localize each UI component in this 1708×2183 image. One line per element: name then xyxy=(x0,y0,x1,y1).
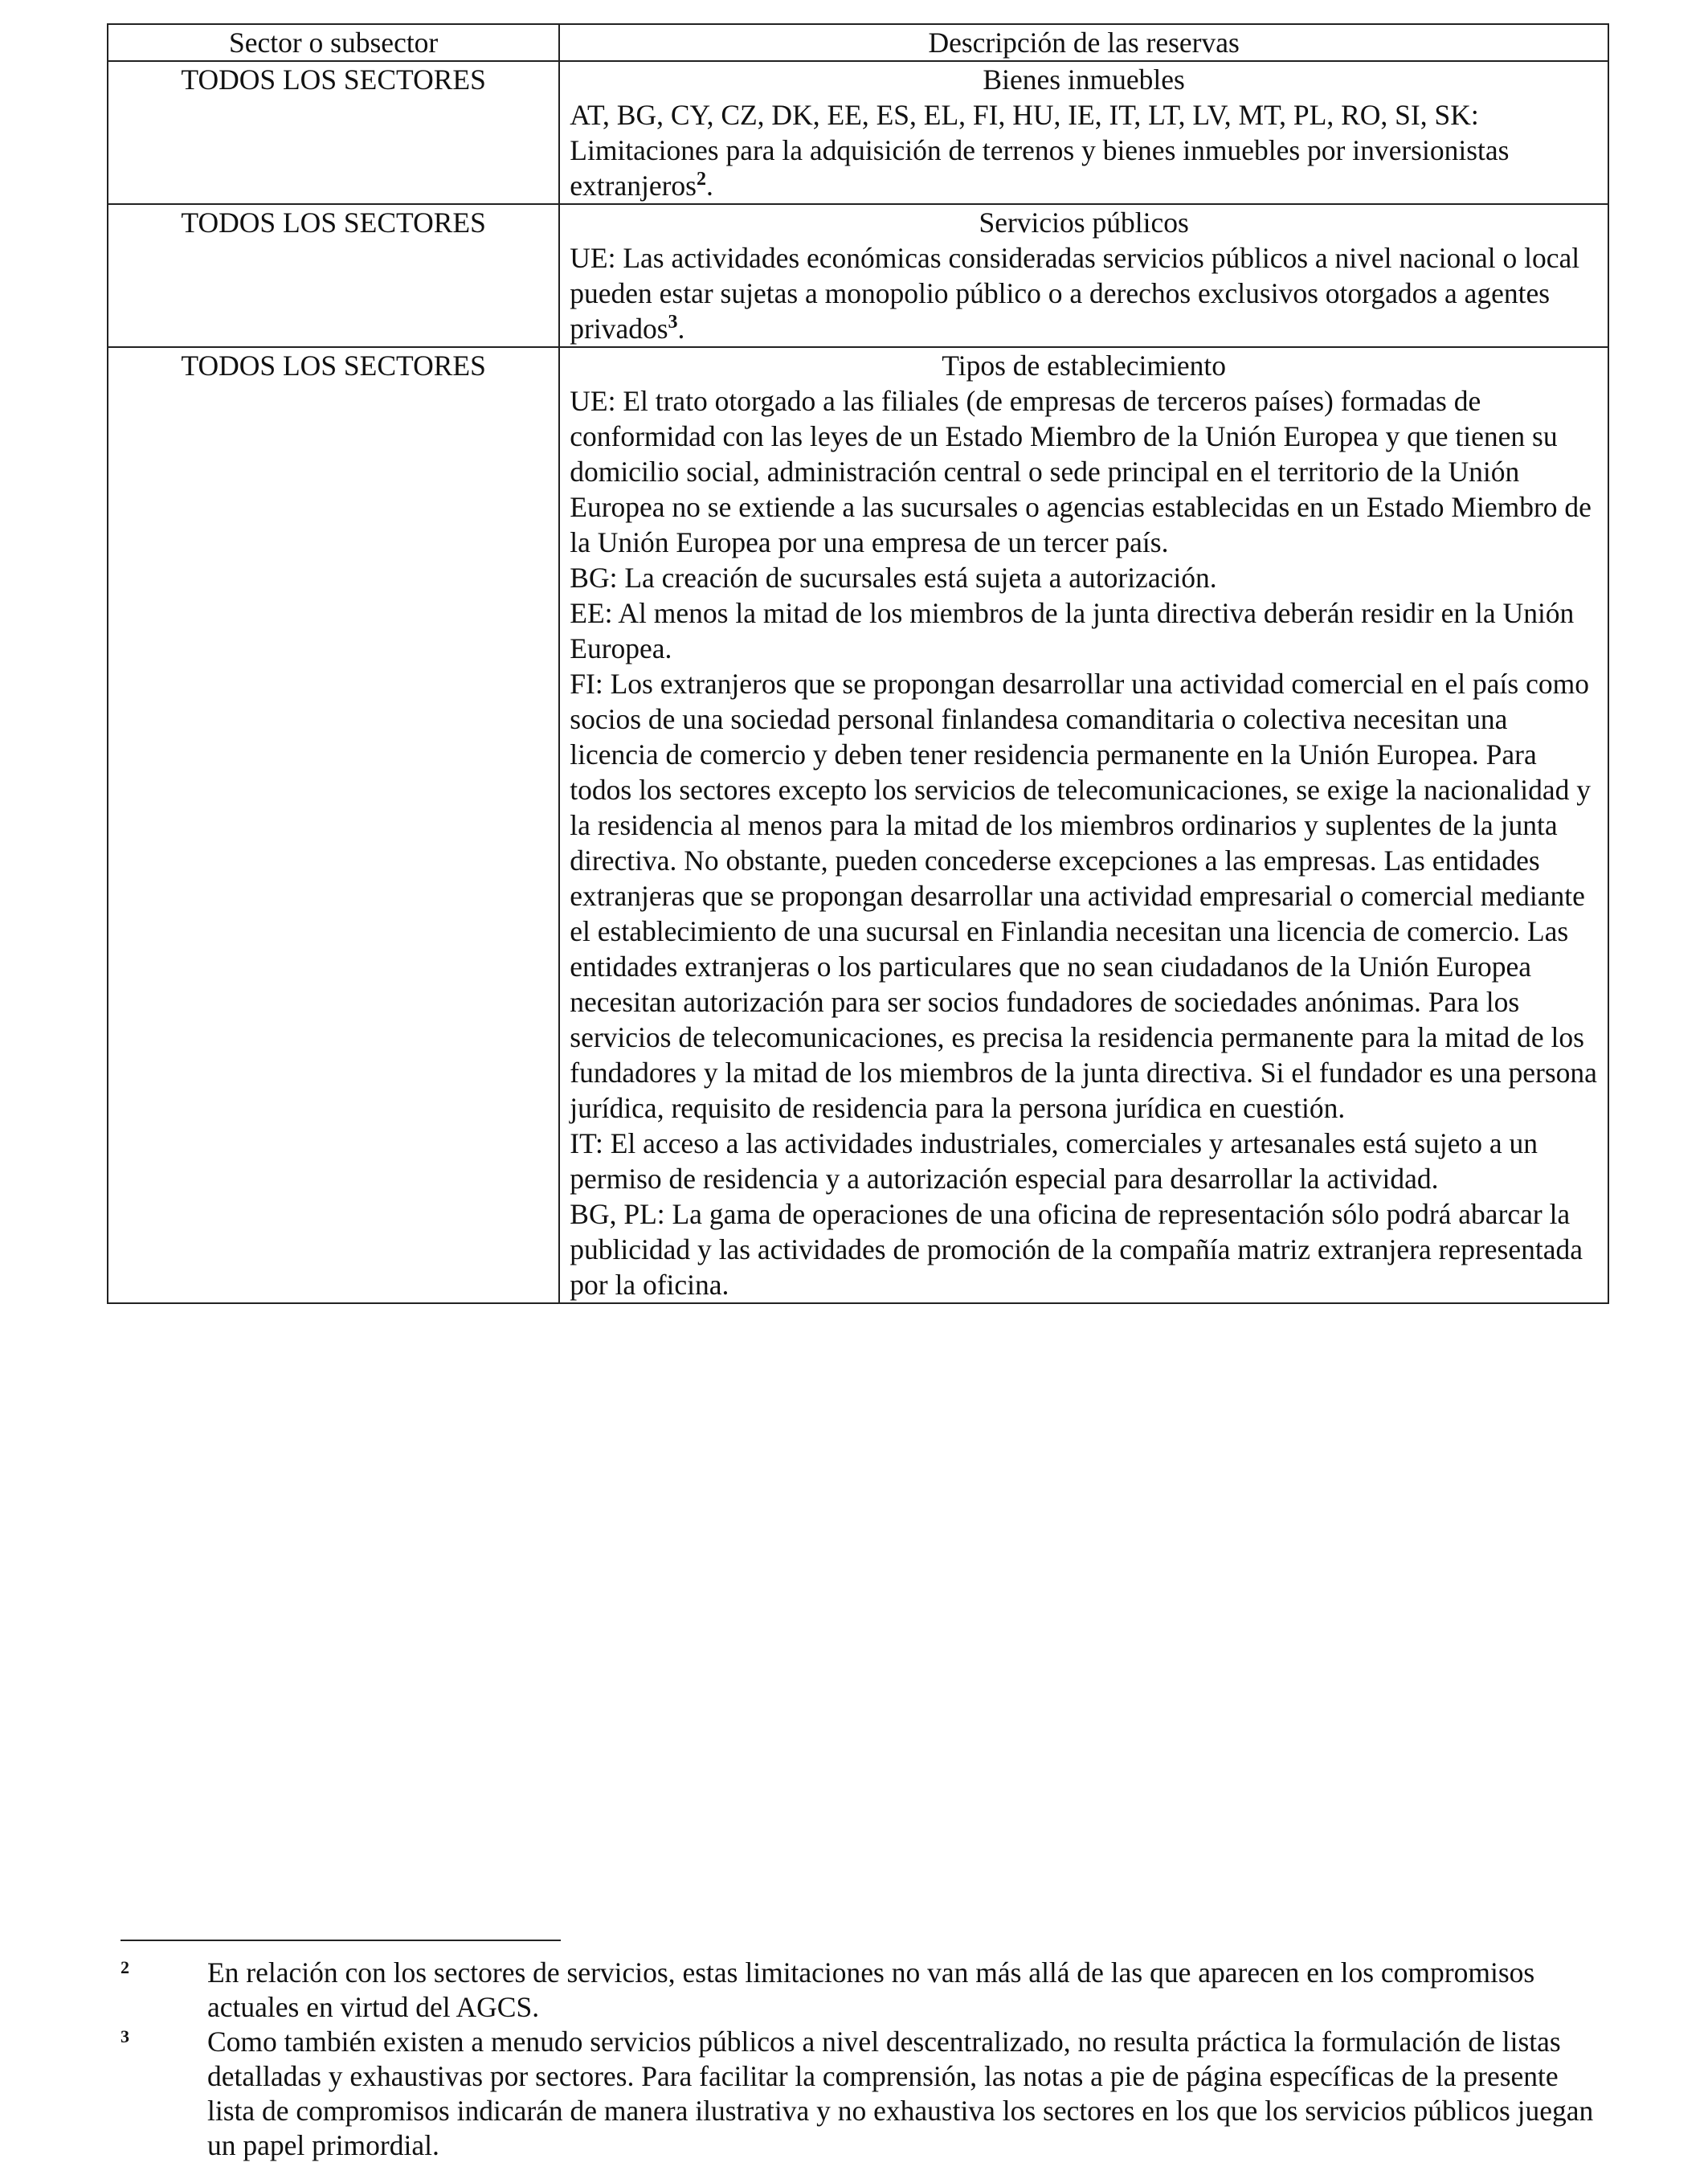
footnote-3 xyxy=(121,2025,1599,2163)
row-description xyxy=(559,347,1608,1303)
footnote-separator xyxy=(121,1940,561,1941)
reservation-paragraph-bg-pl: BG, PL: La gama de operaciones de una oficina de representación sólo podrá abarcar la publicidad y las actividades de promoción de la compañía matriz extranjera representada por la oficina. xyxy=(570,1198,1583,1301)
footnote-2 xyxy=(121,1956,1599,2025)
header-sector: Sector o subsector xyxy=(108,24,559,61)
table-row xyxy=(108,61,1608,204)
reservation-paragraph: UE: Las actividades económicas consideradas servicios públicos a nivel nacional o local pueden estar sujetas a monopolio público o a derechos exclusivos otorgados a agentes privados$^3$. xyxy=(570,242,1580,345)
reservations-table xyxy=(107,23,1609,1304)
header-description: Descripción de las reservas xyxy=(559,24,1608,61)
row-description xyxy=(559,61,1608,204)
row-sector: TODOS LOS SECTORES xyxy=(108,204,559,347)
reservation-paragraph-ue: UE: El trato otorgado a las filiales (de empresas de terceros países) formadas de conformidad con las leyes de un Estado Miembro de la Unión Europea y que tienen su domicilio social, administración central o sede principal en el territorio de la Unión Europea no se extiende a las sucursales o agencias establecidas en un Estado Miembro de la Unión Europea por una empresa de un tercer país. xyxy=(570,385,1592,558)
reservation-paragraph-bg: BG: La creación de sucursales está sujeta a autorización. xyxy=(570,562,1217,594)
reservation-paragraph-fi: FI: Los extranjeros que se propongan desarrollar una actividad comercial en el país como socios de una sociedad personal finlandesa comanditaria o colectiva necesitan una licencia de comercio y deben tener residencia permanente en la Unión Europea. Para todos los sectores excepto los servicios de telecomunicaciones, se exige la nacionalidad y la residencia al menos para la mitad de los miembros ordinarios y suplentes de la junta directiva. No obstante, pueden concederse excepciones a las empresas. Las entidades extranjeras que se propongan desarrollar una actividad empresarial o comercial mediante el establecimiento de una sucursal en Finlandia necesitan una licencia de comercio. Las entidades extranjeras o los particulares que no sean ciudadanos de la Unión Europea necesitan autorización para ser socios fundadores de sociedades anónimas. Para los servicios de telecomunicaciones, es precisa la residencia permanente para la mitad de los fundadores y la mitad de los miembros de la junta directiva. Si el fundador es una persona jurídica, requisito de residencia para la persona jurídica en cuestión. xyxy=(570,668,1597,1124)
table-row xyxy=(108,347,1608,1303)
reservation-paragraph-it: IT: El acceso a las actividades industriales, comerciales y artesanales está sujeto a un permiso de residencia y a autorización especial para desarrollar la actividad. xyxy=(570,1127,1538,1195)
table-row xyxy=(108,204,1608,347)
row-sector: TODOS LOS SECTORES xyxy=(108,347,559,1303)
row-description xyxy=(559,204,1608,347)
row-subtitle: Bienes inmuebles xyxy=(983,63,1185,96)
reservation-paragraph: AT, BG, CY, CZ, DK, EE, ES, EL, FI, HU, IE, IT, LT, LV, MT, PL, RO, SI, SK: Limitaciones para la adquisición de terrenos y bienes inmuebles por inversionistas extranjeros$^2$. xyxy=(570,99,1510,202)
reservation-paragraph-ee: EE: Al menos la mitad de los miembros de la junta directiva deberán residir en la Unión Europea. xyxy=(570,597,1575,664)
row-sector: TODOS LOS SECTORES xyxy=(108,61,559,204)
row-subtitle: Servicios públicos xyxy=(979,206,1189,239)
row-subtitle: Tipos de establecimiento xyxy=(942,350,1226,382)
table-header-row xyxy=(108,24,1608,61)
footnote-number: 2 xyxy=(121,1957,129,1977)
footnote-number: 3 xyxy=(121,2026,129,2046)
footnote-text: En relación con los sectores de servicios, estas limitaciones no van más allá de las que aparecen en los compromisos actuales en virtud del AGCS. xyxy=(207,1956,1535,2023)
footnote-ref-3[interactable]: 3 xyxy=(668,312,678,333)
footnote-text: Como también existen a menudo servicios públicos a nivel descentralizado, no resulta práctica la formulación de listas detalladas y exhaustivas por sectores. Para facilitar la comprensión, las notas a pie de página específicas de la presente lista de compromisos indicarán de manera ilustrativa y no exhaustiva los sectores en los que los servicios públicos juegan un papel primordial. xyxy=(207,2026,1594,2161)
footnote-ref-2[interactable]: 2 xyxy=(696,169,706,190)
